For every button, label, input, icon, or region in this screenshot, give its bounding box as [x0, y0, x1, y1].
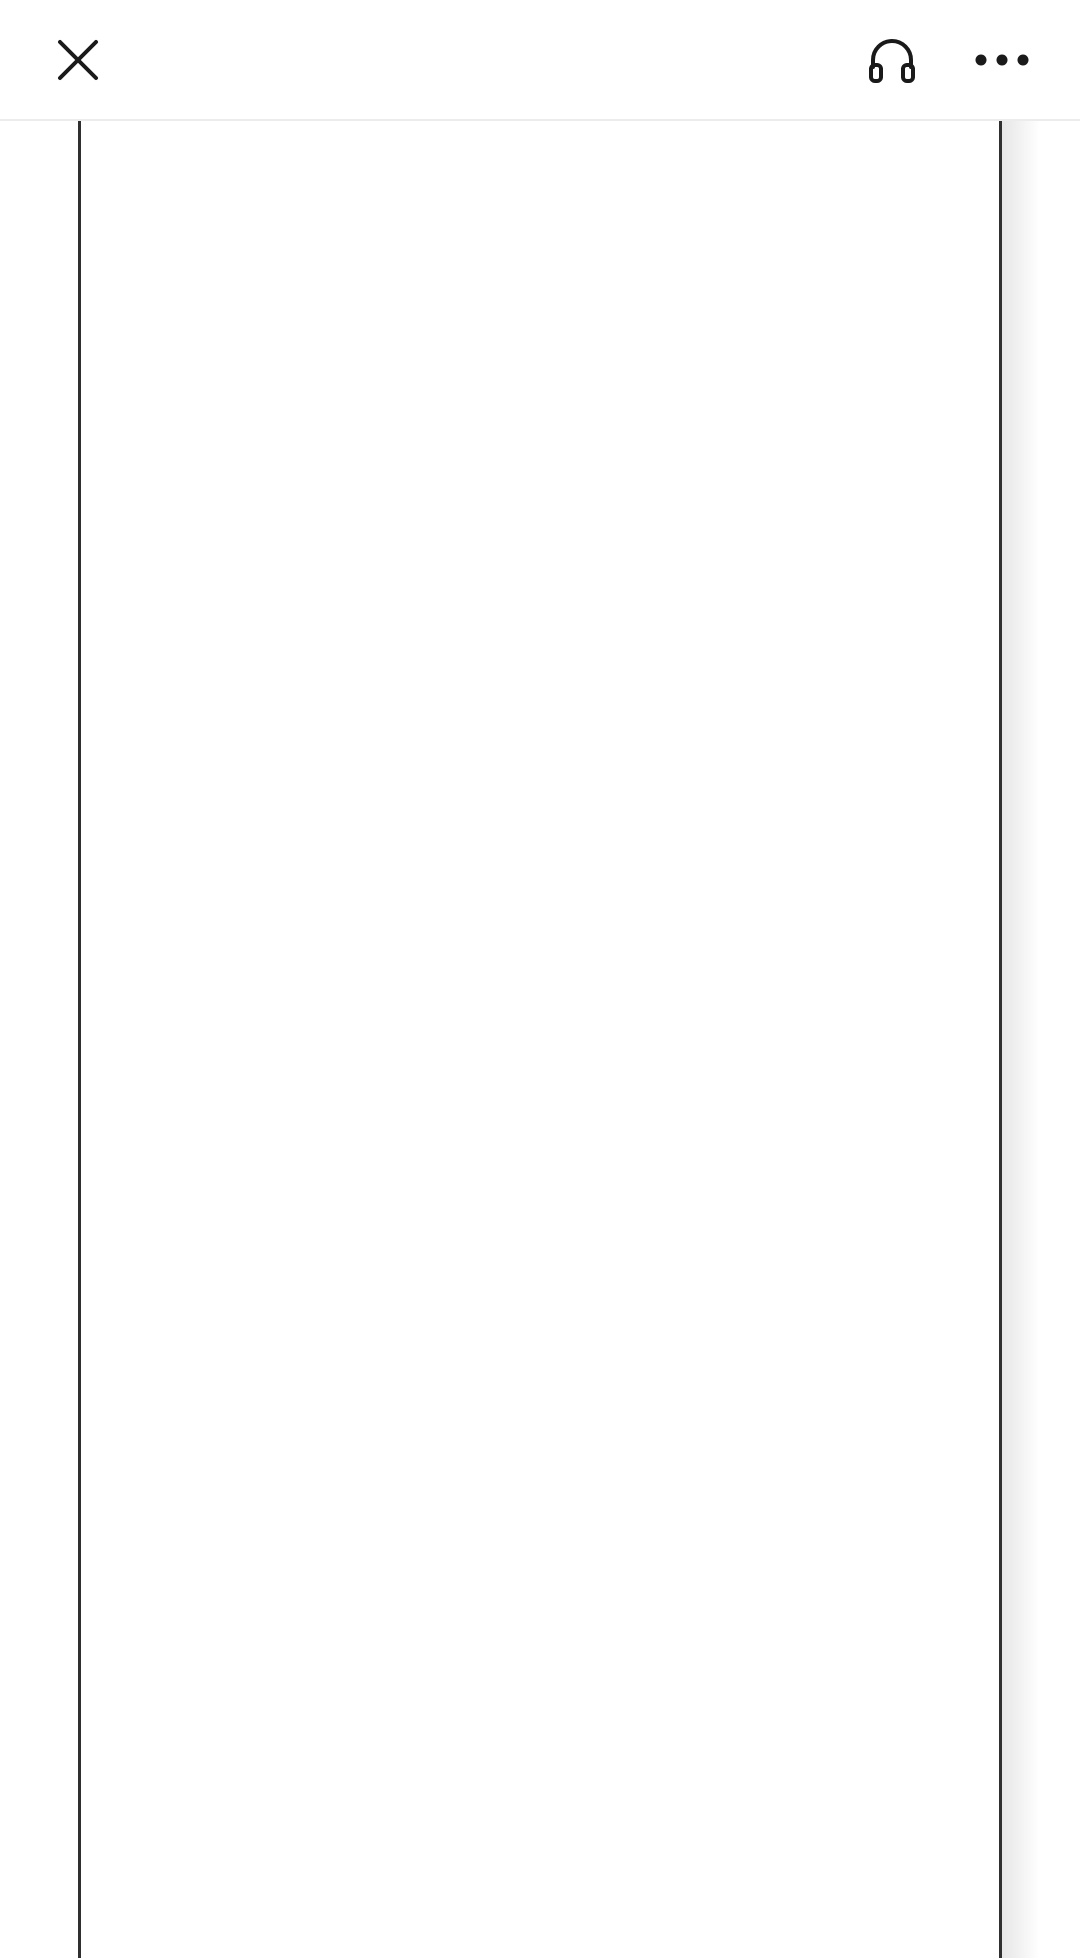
close-icon [54, 36, 102, 84]
article-card [78, 119, 1002, 1958]
page-edge-shadow [1000, 121, 1040, 1958]
top-toolbar [0, 0, 1080, 121]
more-options-button[interactable] [964, 28, 1040, 92]
headphones-icon [865, 33, 919, 87]
listen-audio-button[interactable] [858, 28, 926, 92]
close-button[interactable] [44, 28, 112, 92]
more-horizontal-icon [974, 53, 1030, 67]
